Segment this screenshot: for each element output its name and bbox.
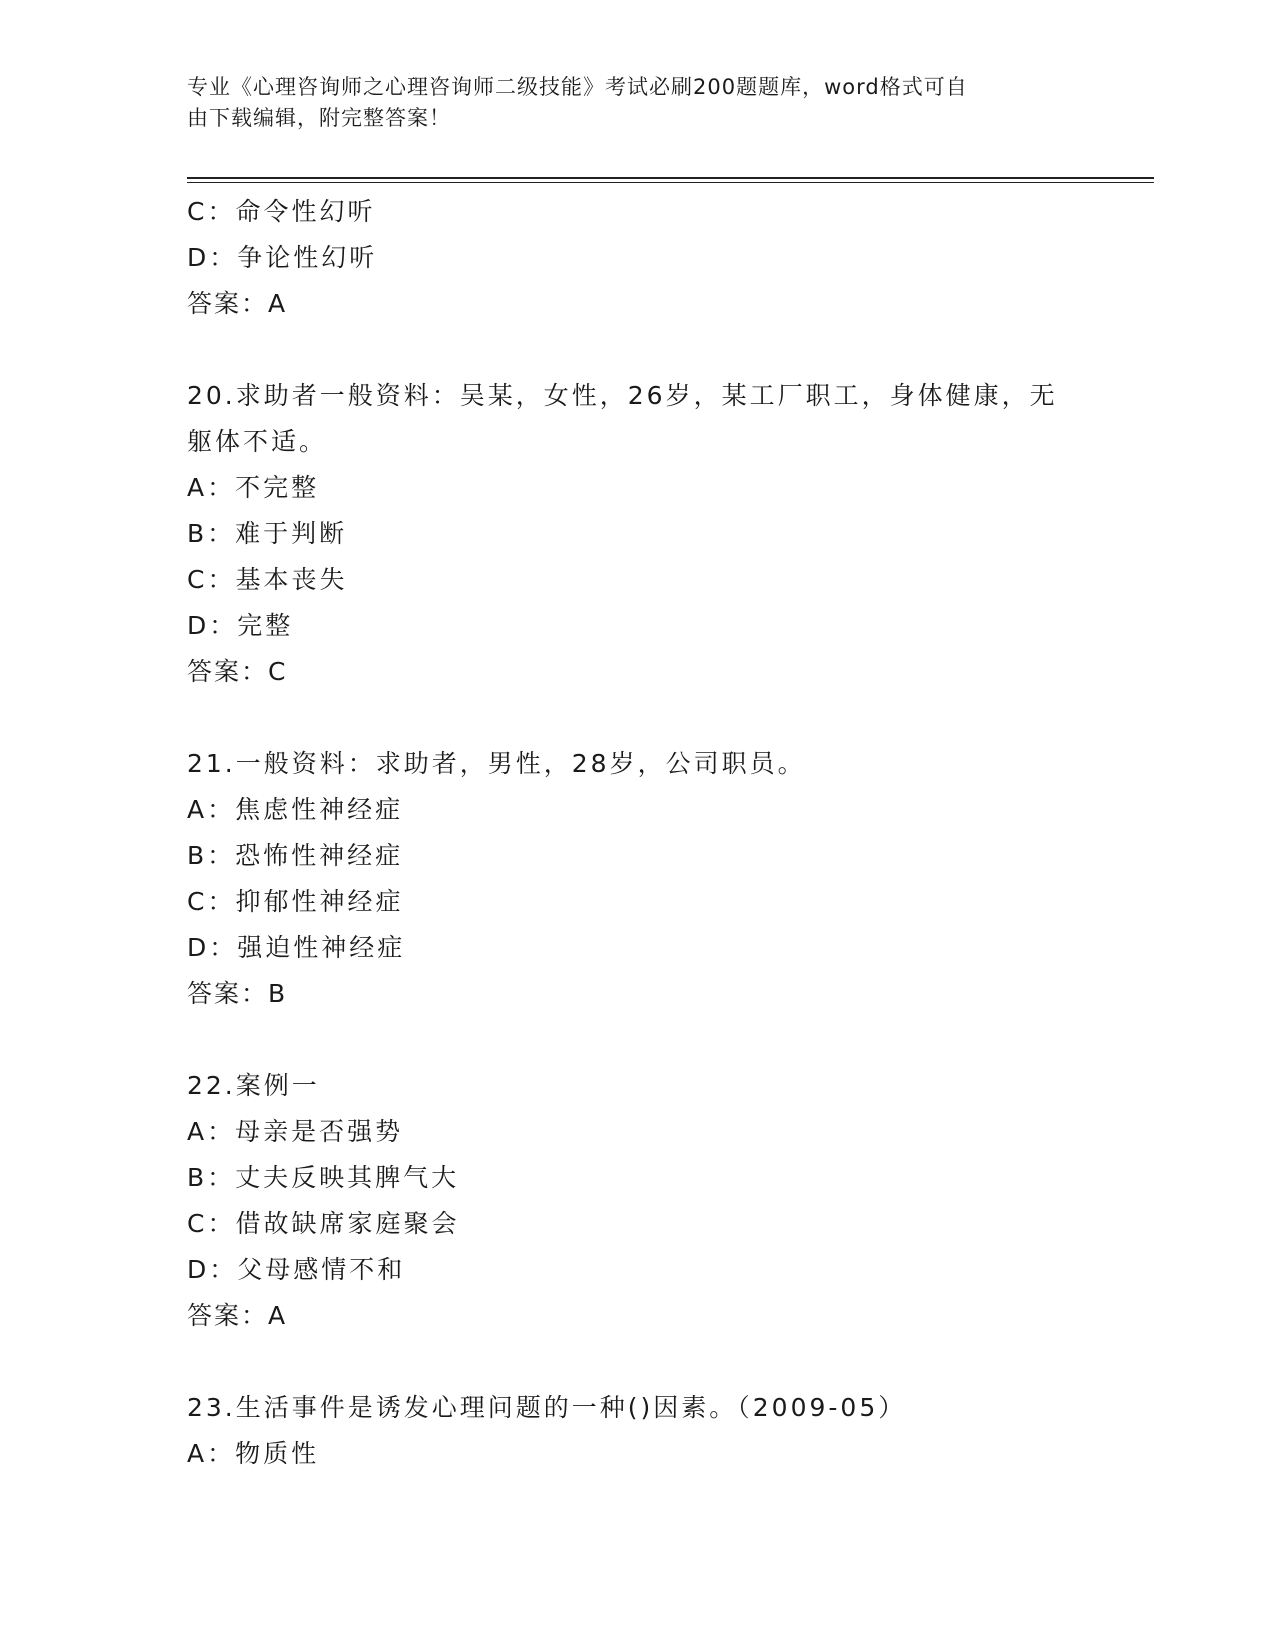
option-c: C：基本丧失 (187, 565, 348, 594)
answer-value: C (268, 657, 289, 686)
header-line-2: 由下载编辑，附完整答案！ (187, 106, 451, 130)
header-divider-thin (187, 182, 1154, 183)
option-d: D：争论性幻听 (187, 243, 378, 272)
spacer (187, 1339, 1127, 1385)
option-a: A：母亲是否强势 (187, 1117, 404, 1146)
spacer (187, 695, 1127, 741)
option-d: D：父母感情不和 (187, 1255, 406, 1284)
option-a: A：物质性 (187, 1439, 320, 1468)
question-stem: 23.生活事件是诱发心理问题的一种()因素。（2009-05） (187, 1393, 907, 1422)
header-line-1: 专业《心理咨询师之心理咨询师二级技能》考试必刷200题题库，word格式可自 (187, 75, 968, 99)
question-23 (187, 1385, 1127, 1477)
option-a: A：焦虑性神经症 (187, 795, 404, 824)
option-d: D：完整 (187, 611, 294, 640)
spacer (187, 1017, 1127, 1063)
answer-line (187, 649, 1127, 695)
answer-line (187, 971, 1127, 1017)
page-header (187, 72, 1087, 134)
question-21 (187, 741, 1127, 1017)
question-stem-continued: 躯体不适。 (187, 427, 328, 456)
answer-value: A (268, 1301, 289, 1330)
question-22 (187, 1063, 1127, 1339)
answer-line (187, 281, 1127, 327)
option-a: A：不完整 (187, 473, 320, 502)
option-b: B：丈夫反映其脾气大 (187, 1163, 460, 1192)
option-c: C：抑郁性神经症 (187, 887, 404, 916)
answer-value: A (268, 289, 289, 318)
spacer (187, 327, 1127, 373)
answer-label: 答案： (187, 657, 269, 686)
option-b: B：恐怖性神经症 (187, 841, 404, 870)
option-c: C：命令性幻听 (187, 197, 376, 226)
option-c: C：借故缺席家庭聚会 (187, 1209, 460, 1238)
option-d: D：强迫性神经症 (187, 933, 406, 962)
header-divider-thick (187, 177, 1154, 179)
answer-value: B (268, 979, 289, 1008)
answer-label: 答案： (187, 289, 269, 318)
answer-label: 答案： (187, 1301, 269, 1330)
question-stem: 20.求助者一般资料：吴某，女性，26岁，某工厂职工，身体健康，无 (187, 381, 1058, 410)
answer-label: 答案： (187, 979, 269, 1008)
question-list (187, 189, 1127, 1477)
question-19 (187, 189, 1127, 327)
question-20 (187, 373, 1127, 695)
question-stem: 22.案例一 (187, 1071, 320, 1100)
answer-line (187, 1293, 1127, 1339)
question-stem: 21.一般资料：求助者，男性，28岁，公司职员。 (187, 749, 806, 778)
option-b: B：难于判断 (187, 519, 348, 548)
